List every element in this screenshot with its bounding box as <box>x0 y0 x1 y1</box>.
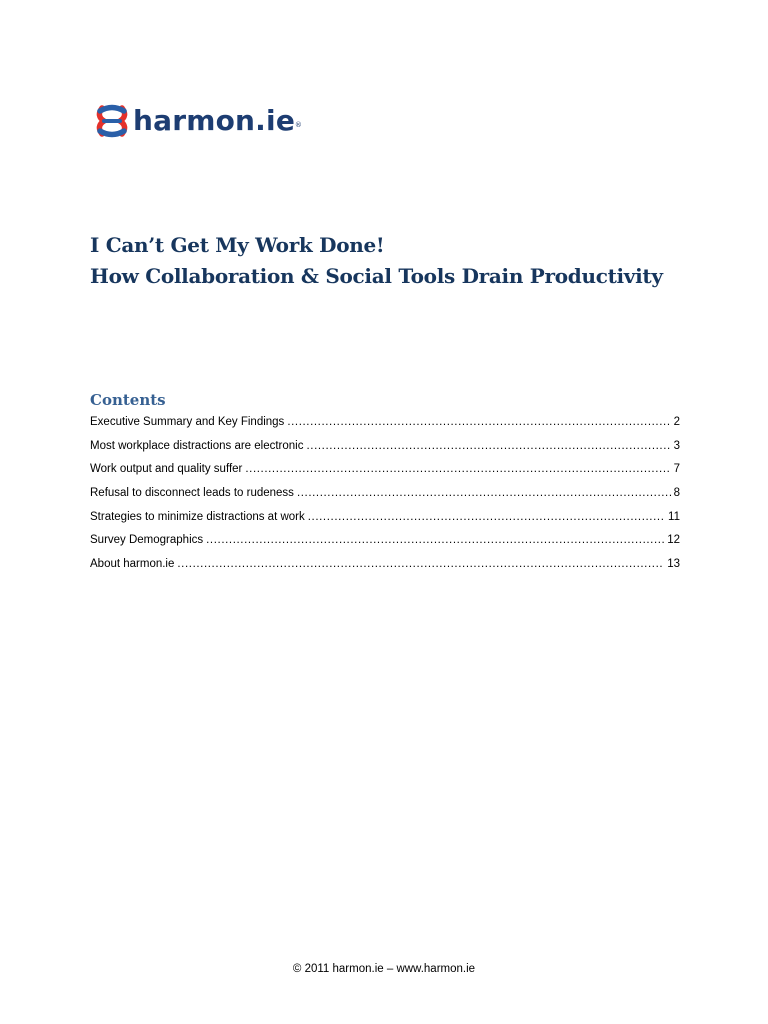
toc-entry-title: Strategies to minimize distractions at work <box>90 510 305 523</box>
page-footer: © 2011 harmon.ie – www.harmon.ie <box>292 963 476 975</box>
toc-entry[interactable] <box>90 553 680 577</box>
toc-entry[interactable] <box>90 482 680 506</box>
toc-leader-dots <box>206 529 664 553</box>
toc-entry-title: Survey Demographics <box>90 534 204 547</box>
toc-entry[interactable] <box>90 506 680 530</box>
toc-leader-dots <box>297 482 671 506</box>
toc-entry[interactable] <box>90 411 680 435</box>
title-line-1: I Can’t Get My Work Done! <box>90 233 385 257</box>
document-title <box>90 230 710 292</box>
harmonie-logo <box>94 101 303 141</box>
toc-entry-title: Executive Summary and Key Findings <box>90 416 285 428</box>
toc-leader-dots <box>306 435 670 459</box>
table-of-contents <box>90 411 680 577</box>
toc-leader-dots <box>245 458 670 482</box>
toc-entry-title: Work output and quality suffer <box>90 463 243 476</box>
title-line-2: How Collaboration & Social Tools Drain Productivity <box>90 264 663 288</box>
toc-entry-title: Refusal to disconnect leads to rudeness <box>90 487 294 500</box>
toc-entry-page: 11 <box>668 510 680 523</box>
toc-entry-page: 12 <box>667 534 680 547</box>
trademark-symbol: ® <box>294 121 303 129</box>
toc-entry[interactable] <box>90 529 680 553</box>
toc-entry-page: 2 <box>673 416 680 428</box>
toc-leader-dots <box>287 411 670 435</box>
toc-entry-page: 8 <box>673 487 680 500</box>
toc-entry-title: About harmon.ie <box>90 558 175 571</box>
harmonie-logo-icon <box>94 102 130 140</box>
toc-entry-page: 13 <box>667 558 680 571</box>
toc-entry-page: 3 <box>673 439 680 452</box>
toc-entry-title: Most workplace distractions are electronic <box>90 439 304 452</box>
toc-entry-page: 7 <box>673 463 680 476</box>
toc-leader-dots <box>308 506 665 530</box>
toc-entry[interactable] <box>90 435 680 459</box>
toc-entry[interactable] <box>90 458 680 482</box>
contents-heading: Contents <box>90 391 166 409</box>
logo-wordmark: harmon.ie ® <box>133 102 295 140</box>
toc-leader-dots <box>177 553 664 577</box>
